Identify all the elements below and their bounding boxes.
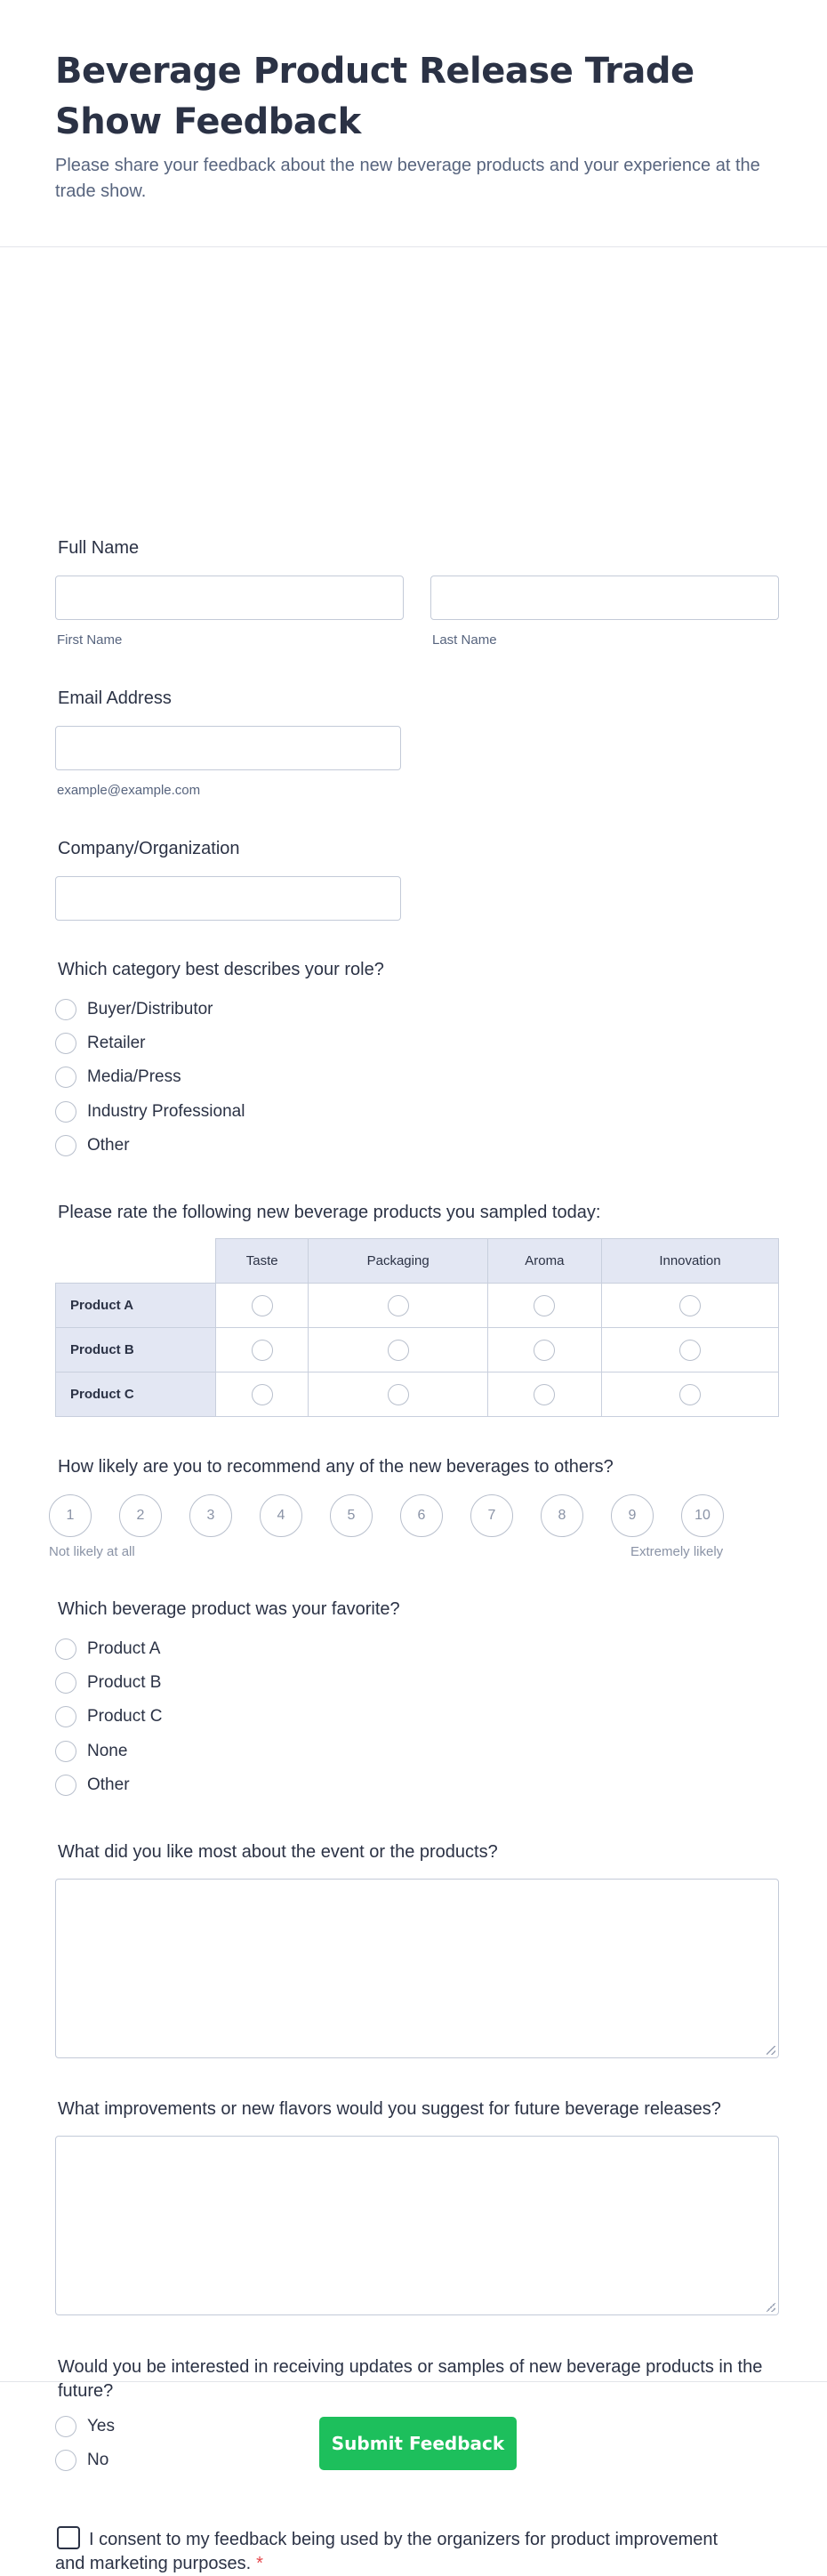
role-option-retailer[interactable] [55, 1031, 145, 1056]
radio-circle[interactable] [534, 1295, 555, 1316]
email-label: Email Address [58, 688, 172, 708]
radio-label: Buyer/Distributor [87, 1000, 213, 1018]
matrix-row-label: Product B [56, 1328, 216, 1373]
company-label: Company/Organization [58, 839, 240, 858]
scale-option-8[interactable]: 8 [541, 1494, 583, 1537]
role-option-media[interactable] [55, 1065, 181, 1090]
scale-option-4[interactable]: 4 [260, 1494, 302, 1537]
improvements-question: What improvements or new flavors would you suggest for future beverage releases? [58, 2099, 721, 2119]
first-name-input[interactable] [55, 576, 404, 620]
matrix-row-product-b [56, 1328, 779, 1373]
favorite-option-none[interactable] [55, 1739, 127, 1764]
favorite-option-c[interactable] [55, 1704, 162, 1729]
radio-circle[interactable] [388, 1384, 409, 1405]
radio-circle[interactable] [55, 1101, 76, 1123]
radio-circle[interactable] [534, 1384, 555, 1405]
matrix-row-label: Product C [56, 1373, 216, 1417]
matrix-cell[interactable] [487, 1284, 601, 1328]
radio-circle[interactable] [388, 1340, 409, 1361]
role-option-other[interactable] [55, 1133, 130, 1158]
scale-high-label: Extremely likely [630, 1544, 724, 1559]
radio-circle[interactable] [252, 1340, 273, 1361]
radio-label: None [87, 1742, 128, 1760]
matrix-cell[interactable] [487, 1373, 601, 1417]
radio-circle[interactable] [55, 999, 76, 1020]
consent-field [55, 2526, 731, 2576]
favorite-option-b[interactable] [55, 1670, 161, 1695]
radio-circle[interactable] [55, 1706, 76, 1727]
matrix-cell[interactable] [601, 1328, 778, 1373]
radio-circle[interactable] [252, 1295, 273, 1316]
radio-circle[interactable] [55, 1135, 76, 1156]
rating-question: Please rate the following new beverage products you sampled today: [58, 1203, 601, 1222]
scale-option-3[interactable]: 3 [189, 1494, 232, 1537]
matrix-cell[interactable] [216, 1328, 309, 1373]
radio-circle[interactable] [679, 1384, 701, 1405]
matrix-cell[interactable] [216, 1284, 309, 1328]
resize-handle-icon[interactable] [767, 2303, 775, 2312]
full-name-label: Full Name [58, 538, 140, 558]
scale-low-label: Not likely at all [49, 1544, 135, 1559]
radio-circle[interactable] [55, 1033, 76, 1054]
recommend-question: How likely are you to recommend any of the new beverages to others? [58, 1457, 614, 1477]
radio-circle[interactable] [55, 1775, 76, 1796]
scale-option-2[interactable]: 2 [119, 1494, 162, 1537]
company-input[interactable] [55, 876, 401, 921]
form-description: Please share your feedback about the new beverage products and your experience at the trade show. [55, 156, 760, 201]
required-marker: * [256, 2554, 263, 2573]
matrix-col-taste: Taste [216, 1239, 309, 1284]
matrix-cell[interactable] [309, 1284, 487, 1328]
form-title: Beverage Product Release Trade Show Feedback [55, 51, 695, 142]
updates-question: Would you be interested in receiving updates or samples of new beverage products in the future? [58, 2357, 763, 2401]
radio-circle[interactable] [679, 1340, 701, 1361]
role-option-buyer[interactable] [55, 997, 213, 1022]
matrix-col-innovation: Innovation [601, 1239, 778, 1284]
last-name-input[interactable] [430, 576, 779, 620]
resize-handle-icon[interactable] [767, 2046, 775, 2055]
radio-label: Product A [87, 1639, 161, 1658]
matrix-row-product-c [56, 1373, 779, 1417]
matrix-col-aroma: Aroma [487, 1239, 601, 1284]
matrix-row-label: Product A [56, 1284, 216, 1328]
radio-label: No [87, 2451, 109, 2469]
matrix-col-packaging: Packaging [309, 1239, 487, 1284]
radio-circle[interactable] [388, 1295, 409, 1316]
radio-label: Other [87, 1136, 130, 1155]
radio-label: Industry Professional [87, 1102, 245, 1121]
radio-label: Product B [87, 1673, 162, 1692]
radio-circle[interactable] [55, 1741, 76, 1762]
consent-text: I consent to my feedback being used by the organizers for product improvement and marketing purposes. [55, 2530, 719, 2573]
radio-label: Product C [87, 1707, 163, 1726]
submit-button[interactable]: Submit Feedback [319, 2417, 517, 2470]
matrix-cell[interactable] [487, 1328, 601, 1373]
favorite-question: Which beverage product was your favorite? [58, 1599, 400, 1619]
radio-circle[interactable] [55, 1672, 76, 1694]
consent-checkbox[interactable] [57, 2526, 80, 2549]
radio-label: Yes [87, 2417, 115, 2435]
recommend-scale [49, 1494, 724, 1537]
radio-circle[interactable] [55, 1067, 76, 1088]
liked-most-textarea[interactable] [55, 1879, 779, 2058]
matrix-cell[interactable] [601, 1284, 778, 1328]
email-input[interactable] [55, 726, 401, 770]
scale-option-1[interactable]: 1 [49, 1494, 92, 1537]
form-footer [0, 2381, 827, 2513]
first-name-sublabel: First Name [57, 632, 123, 648]
radio-circle[interactable] [252, 1384, 273, 1405]
role-question: Which category best describes your role? [58, 960, 384, 979]
form-header [0, 0, 827, 247]
matrix-cell[interactable] [309, 1328, 487, 1373]
radio-circle[interactable] [679, 1295, 701, 1316]
role-option-industry[interactable] [55, 1099, 245, 1124]
scale-option-6[interactable]: 6 [400, 1494, 443, 1537]
scale-option-7[interactable]: 7 [470, 1494, 513, 1537]
matrix-cell[interactable] [216, 1373, 309, 1417]
matrix-corner [56, 1239, 216, 1284]
liked-most-question: What did you like most about the event or the products? [58, 1842, 498, 1862]
scale-option-5[interactable]: 5 [330, 1494, 373, 1537]
radio-label: Media/Press [87, 1067, 181, 1086]
matrix-cell[interactable] [601, 1373, 778, 1417]
last-name-sublabel: Last Name [432, 632, 497, 648]
improvements-textarea[interactable] [55, 2136, 779, 2315]
matrix-cell[interactable] [309, 1373, 487, 1417]
favorite-option-a[interactable] [55, 1637, 160, 1662]
radio-circle[interactable] [55, 1638, 76, 1660]
rating-matrix [55, 1238, 779, 1417]
radio-label: Other [87, 1775, 130, 1794]
matrix-row-product-a [56, 1284, 779, 1328]
favorite-option-other[interactable] [55, 1773, 130, 1798]
radio-circle[interactable] [534, 1340, 555, 1361]
radio-label: Retailer [87, 1034, 146, 1052]
email-hint: example@example.com [57, 783, 201, 798]
scale-option-10[interactable]: 10 [681, 1494, 724, 1537]
scale-option-9[interactable]: 9 [611, 1494, 654, 1537]
